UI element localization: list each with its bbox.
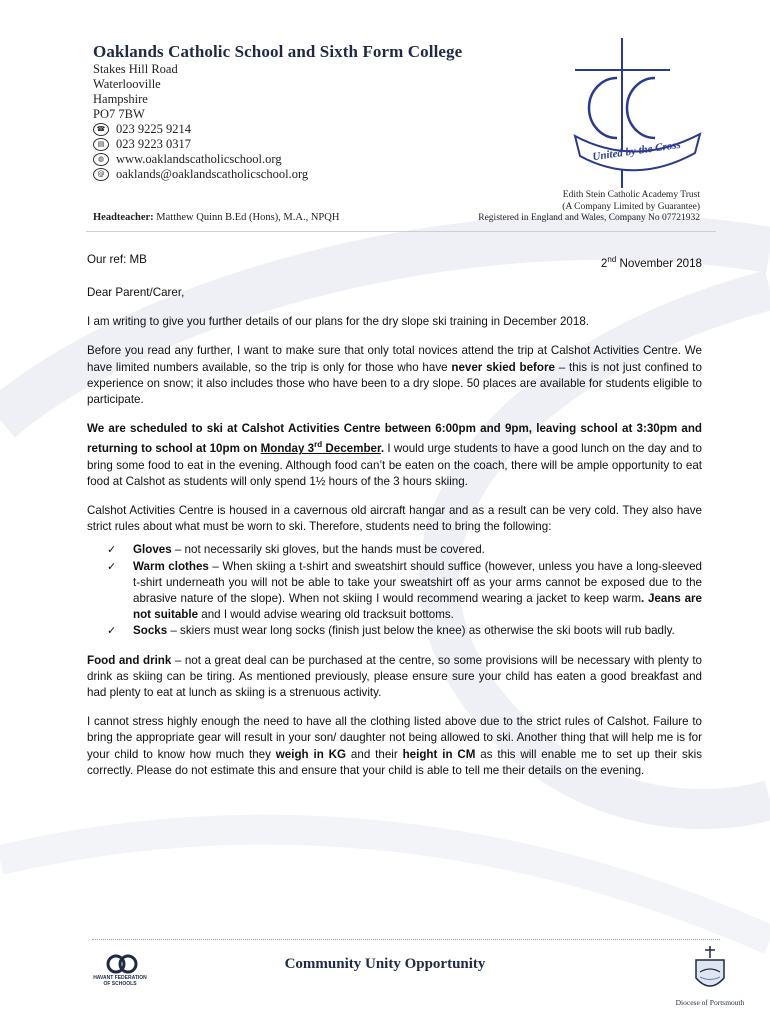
school-name: Oaklands Catholic School and Sixth Form College	[93, 42, 463, 61]
checkmark-icon: ✓	[107, 624, 117, 638]
headteacher-label: Headteacher:	[93, 212, 154, 223]
address-line: Stakes Hill Road	[93, 62, 178, 76]
website-line	[93, 152, 308, 167]
paragraph-novices: Before you read any further, I want to make sure that only total novices attend the trip at Calshot Activities Centre. We have limited numbers available, so the trip is only for those who have never skied before – this is not just confined to experience on snow; it also includes those who have been to a dry slope. 50 places are available for students eligible to participate.	[87, 344, 702, 407]
letter-body	[87, 252, 702, 792]
letter-date: 2nd November 2018	[600, 255, 702, 270]
school-address-block	[93, 62, 308, 182]
kit-checklist	[87, 542, 702, 639]
at-icon: @	[93, 168, 109, 181]
trust-line: Edith Stein Catholic Academy Trust	[562, 190, 700, 200]
phone-number: 023 9225 9214	[116, 122, 191, 136]
fax-line	[93, 137, 308, 152]
trust-line: (A Company Limited by Guarantee)	[562, 201, 700, 212]
paragraph-intro: I am writing to give you further details of our plans for the dry slope ski training in December 2018.	[87, 315, 590, 329]
trust-line: Registered in England and Wales, Company No 07721932	[478, 213, 700, 223]
address-line: PO7 7BW	[93, 107, 145, 121]
havant-federation-text: HAVANT FEDERATION OF SCHOOLS	[93, 975, 147, 987]
address-line: Waterlooville	[93, 77, 161, 91]
list-item: ✓ Socks – skiers must wear long socks (finish just below the knee) as otherwise the ski boots will rub badly.	[87, 623, 702, 639]
globe-icon: ◍	[93, 153, 109, 166]
address-line: Hampshire	[93, 92, 148, 106]
paragraph-schedule: We are scheduled to ski at Calshot Activities Centre between 6:00pm and 9pm, leaving school at 3:30pm and returning to school at 10pm on Monday 3rd December. I would urge students to have a good lunch on the day and to bring some food to eat in the evening. Although food can’t be eaten on the coach, there will be ample opportunity to eat food at Calshot as students will only spend 1½ hours of the 3 hours skiing.	[87, 422, 703, 488]
fax-number: 023 9223 0317	[116, 137, 191, 151]
checkmark-icon: ✓	[107, 559, 117, 573]
phone-icon: ☎	[93, 123, 109, 136]
paragraph-food: Food and drink – not a great deal can be purchased at the centre, so some provisions will be necessary with plenty to drink as skiing can be tiring. As mentioned previously, please ensure sure your child has eaten a good breakfast and had plenty to eat at lunch as skiing is a strenuous activity.	[87, 653, 702, 699]
footer-divider	[92, 939, 720, 940]
diocese-label: Diocese of Portsmouth	[675, 998, 745, 1007]
phone-line	[93, 122, 308, 137]
ref-date-row	[87, 252, 702, 272]
school-logo	[555, 38, 705, 188]
paragraph-clothing: I cannot stress highly enough the need to have all the clothing listed above due to the strict rules of Calshot. Failure to bring the appropriate gear will result in your son/ daughter not being allowed to ski. Another thing that will help me is for your child to know how much they weigh in KG and their height in CM as this will enable me to set up their skis correctly. Please do not estimate this and ensure that your child is able to tell me their details on the evening.	[87, 715, 702, 777]
logo-banner-text: United by the Cross	[591, 138, 682, 164]
school-motto: Community Unity Opportunity	[284, 956, 486, 972]
fax-icon: ▤	[93, 138, 109, 151]
diocese-crest-icon	[692, 946, 728, 994]
headteacher-name: Matthew Quinn B.Ed (Hons), M.A., NPQH	[156, 212, 340, 223]
salutation: Dear Parent/Carer,	[87, 286, 185, 300]
trust-details	[478, 190, 700, 225]
checkmark-icon: ✓	[107, 543, 117, 557]
list-item: ✓ Warm clothes – When skiing a t-shirt and sweatshirt should suffice (however, unless you have a long-sleeved t-shirt underneath you will not be able to take your sweatshirt off as your arms cannot be exposed due to the abrasive nature of the slope). When not skiing I would recommend wearing a jacket to keep warm. Jeans are not suitable and I would advise wearing old tracksuit bottoms.	[107, 559, 702, 622]
paragraph-centre: Calshot Activities Centre is housed in a cavernous old aircraft hangar and as a result can be very cold. They also have strict rules about what must be worn to ski. Therefore, students need to bring the following:	[87, 503, 702, 534]
list-item: ✓ Gloves – not necessarily ski gloves, but the hands must be covered.	[87, 542, 702, 558]
website-link[interactable]: www.oaklandscatholicschool.org	[116, 152, 282, 166]
headteacher-line	[93, 212, 339, 223]
header-divider	[86, 231, 716, 232]
email-link[interactable]: oaklands@oaklandscatholicschool.org	[116, 167, 309, 181]
our-ref: Our ref: MB	[87, 253, 147, 266]
email-line	[93, 167, 308, 182]
